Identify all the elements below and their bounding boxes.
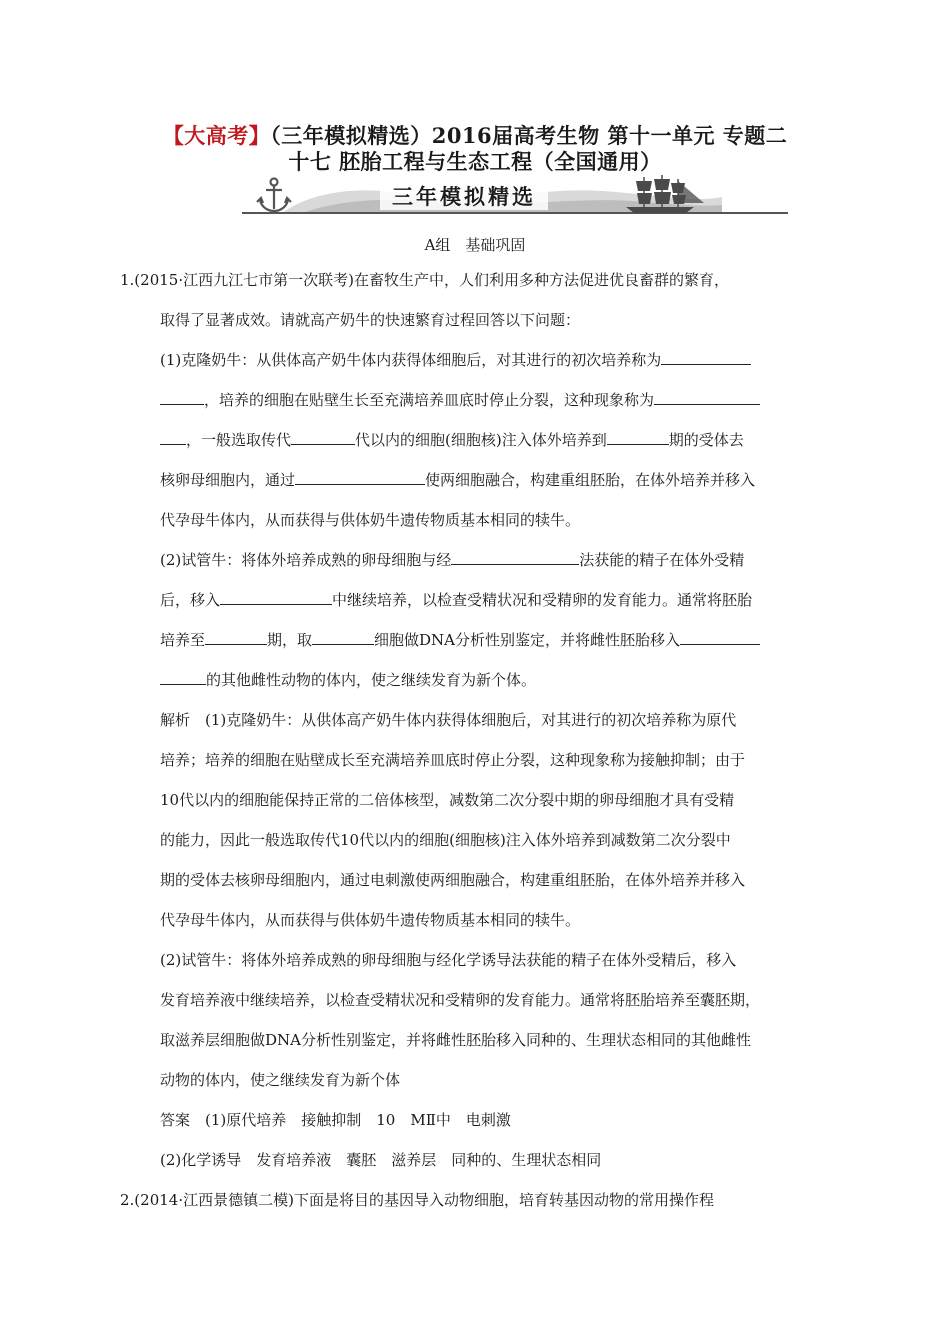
q1-part2-text-2b: 中继续培养，以检查受精状况和受精卵的发育能力。通常将胚胎: [332, 591, 753, 609]
q1-part1-text-3a: ，一般选取传代: [186, 431, 292, 449]
section-banner: [242, 173, 788, 219]
q1-part2-line-2: [160, 590, 950, 610]
document-title-line-2: 十七 胚胎工程与生态工程（全国通用）: [288, 149, 662, 174]
q1-part2-text-4: 的其他雌性动物的体内，使之继续发育为新个体。: [206, 671, 537, 689]
title-bracket: 【大高考】: [162, 123, 271, 148]
answer-blank: [160, 390, 204, 405]
analysis-line-4: 的能力，因此一般选取传代10代以内的细胞(细胞核)注入体外培养到减数第二次分裂中: [160, 831, 731, 849]
anchor-icon: [257, 179, 291, 212]
q1-part1-text-3c: 期的受体去: [668, 431, 744, 449]
document-title-line-1: [0, 123, 950, 149]
q1-part1-line-5: 代孕母牛体内，从而获得与供体奶牛遗传物质基本相同的犊牛。: [160, 511, 581, 529]
q1-part1-line-2: [160, 390, 950, 410]
q1-line-2: 取得了显著成效。请就高产奶牛的快速繁育过程回答以下问题：: [160, 311, 581, 329]
sailing-ship-icon: [626, 175, 704, 213]
q1-part1-text-3b: 代以内的细胞(细胞核)注入体外培养到: [355, 431, 607, 449]
analysis-line-8: 发育培养液中继续培养，以检查受精状况和受精卵的发育能力。通常将胚胎培养至囊胚期，: [160, 991, 761, 1009]
answer-blank: [661, 350, 751, 365]
analysis-line-2: 培养；培养的细胞在贴壁成长至充满培养皿底时停止分裂，这种现象称为接触抑制；由于: [160, 751, 746, 769]
answer-blank: [205, 630, 267, 645]
q1-part1-line-1: [160, 350, 950, 370]
q1-line-1: 1.(2015·江西九江七市第一次联考)在畜牧生产中，人们利用多种方法促进优良畜群的繁育，: [120, 271, 729, 289]
analysis-line-7: (2)试管牛：将体外培养成熟的卵母细胞与经化学诱导法获能的精子在体外受精后，移入: [160, 951, 737, 969]
q1-part2-text-3b: 期，取: [267, 631, 313, 649]
answer-blank: [654, 390, 760, 405]
analysis-line-5: 期的受体去核卵母细胞内，通过电刺激使两细胞融合，构建重组胚胎，在体外培养并移入: [160, 871, 746, 889]
q1-part1-line-4: [160, 470, 950, 490]
q1-part2-text-3c: 细胞做DNA分析性别鉴定，并将雌性胚胎移入: [374, 631, 681, 649]
q1-part1-text-4b: 使两细胞融合，构建重组胚胎，在体外培养并移入: [425, 471, 756, 489]
section-heading: A组 基础巩固: [424, 236, 526, 254]
answer-blank: [312, 630, 374, 645]
q1-part2-text-1b: 法获能的精子在体外受精: [579, 551, 745, 569]
answer-blank: [160, 670, 206, 685]
answer-blank: [291, 430, 355, 445]
title-rest: （三年模拟精选）2016届高考生物 第十一单元 专题二: [270, 123, 788, 148]
q1-part1-text-2: ，培养的细胞在贴壁生长至充满培养皿底时停止分裂，这种现象称为: [204, 391, 655, 409]
q2-line-1: 2.(2014·江西景德镇二模)下面是将目的基因导入动物细胞，培育转基因动物的常用操作程: [120, 1191, 714, 1209]
q1-part2-text-2a: 后，移入: [160, 591, 221, 609]
analysis-line-3: 10代以内的细胞能保持正常的二倍体核型，减数第二次分裂中期的卵母细胞才具有受精: [160, 791, 735, 809]
answer-blank: [680, 630, 760, 645]
q1-part1-text-1: (1)克隆奶牛：从供体高产奶牛体内获得体细胞后，对其进行的初次培养称为: [160, 351, 662, 369]
q1-part1-line-3: [160, 430, 950, 450]
q1-part2-line-3: [160, 630, 950, 650]
analysis-line-1: 解析 (1)克隆奶牛：从供体高产奶牛体内获得体细胞后，对其进行的初次培养称为原代: [160, 711, 737, 729]
answer-blank: [295, 470, 425, 485]
banner-text: 三年模拟精选: [392, 185, 536, 209]
analysis-line-9: 取滋养层细胞做DNA分析性别鉴定，并将雌性胚胎移入同种的、生理状态相同的其他雌性: [160, 1031, 751, 1049]
answer-blank: [160, 430, 186, 445]
q1-part2-line-4: [160, 670, 950, 690]
q1-part2-line-1: [160, 550, 950, 570]
answer-blank: [451, 550, 579, 565]
analysis-line-10: 动物的体内，使之继续发育为新个体: [160, 1071, 401, 1089]
answer-line-1: 答案 (1)原代培养 接触抑制 10 MⅡ中 电刺激: [160, 1111, 511, 1129]
q1-part2-text-1a: (2)试管牛：将体外培养成熟的卵母细胞与经: [160, 551, 452, 569]
q1-part2-text-3a: 培养至: [160, 631, 206, 649]
answer-blank: [220, 590, 332, 605]
answer-blank: [607, 430, 669, 445]
answer-line-2: (2)化学诱导 发育培养液 囊胚 滋养层 同种的、生理状态相同: [160, 1151, 602, 1169]
q1-part1-text-4a: 核卵母细胞内，通过: [160, 471, 296, 489]
analysis-line-6: 代孕母牛体内，从而获得与供体奶牛遗传物质基本相同的犊牛。: [160, 911, 581, 929]
